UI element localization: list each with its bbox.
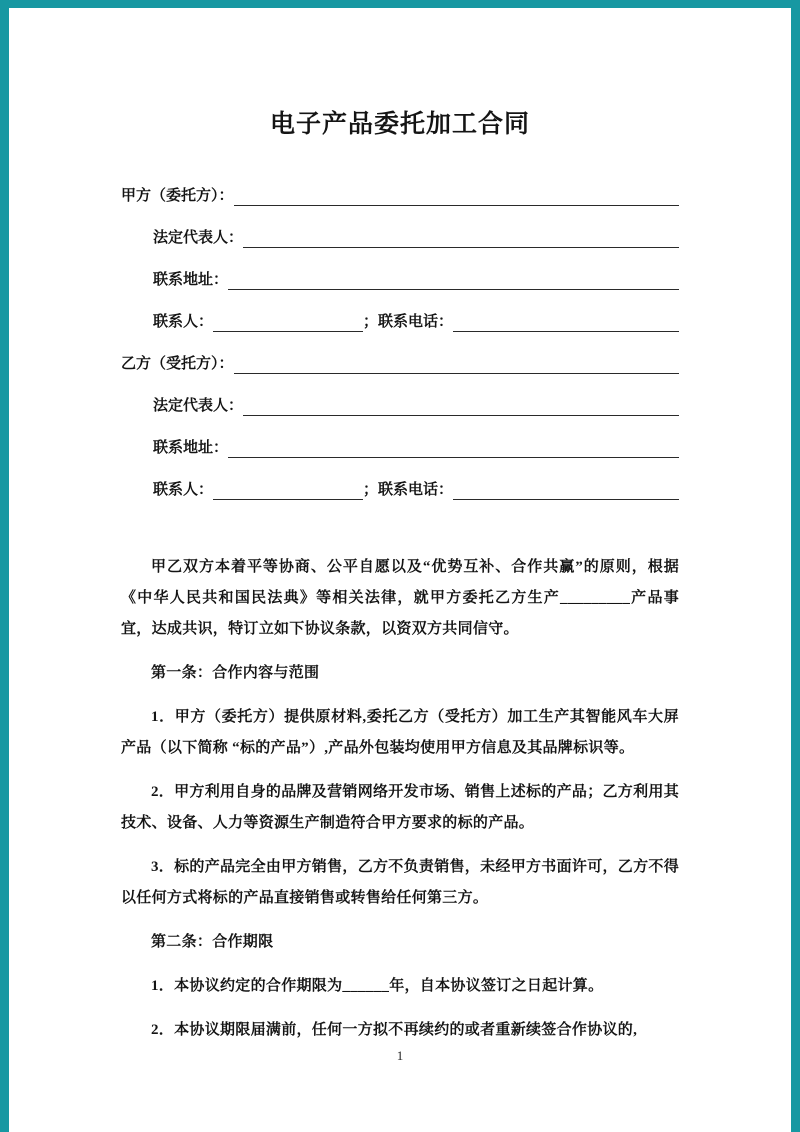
paragraph-intro: 甲乙双方本着平等协商、公平自愿以及“优势互补、合作共赢”的原则，根据《中华人民共和国民法典》等相关法律，就甲方委托乙方生产_________产品事宜，达成共识，特订立如下协议条款，以资双方共同信守。: [121, 559, 679, 637]
section-heading-1: 第一条：合作内容与范围: [151, 665, 320, 681]
form-row-legal-rep-a: [121, 206, 679, 248]
paragraph-clause: 1．本协议约定的合作期限为______年，自本协议签订之日起计算。: [151, 978, 604, 994]
form-label: 联系人：: [153, 314, 214, 330]
paragraph-clause: 1．甲方（委托方）提供原材料,委托乙方（受托方）加工生产其智能风车大屏产品（以下简称 “标的产品”）,产品外包装均使用甲方信息及其品牌标识等。: [121, 709, 679, 756]
contract-parties-form: [121, 164, 679, 500]
blank-line: [243, 228, 679, 248]
form-label: 甲方（委托方）：: [121, 188, 234, 204]
blank-line: [243, 396, 679, 416]
form-label: 乙方（受托方）：: [121, 356, 234, 372]
form-row-contact-b: [121, 458, 679, 500]
paragraph-clause: 3．标的产品完全由甲方销售，乙方不负责销售，未经甲方书面许可，乙方不得以任何方式将标的产品直接销售或转售给任何第三方。: [121, 859, 680, 906]
paragraph-clause: 2．甲方利用自身的品牌及营销网络开发市场、销售上述标的产品；乙方利用其技术、设备、人力等资源生产制造符合甲方要求的标的产品。: [121, 784, 680, 831]
contract-body: [121, 552, 679, 1046]
form-label: ；联系电话：: [363, 482, 454, 498]
form-row-party-b: [121, 332, 679, 374]
form-label: 联系地址：: [153, 272, 229, 288]
form-label: 联系人：: [153, 482, 214, 498]
section-heading-2: 第二条：合作期限: [151, 934, 274, 950]
blank-line: [213, 312, 363, 332]
form-row-contact-a: [121, 290, 679, 332]
blank-line: [228, 438, 679, 458]
form-label: 法定代表人：: [153, 398, 244, 414]
form-row-legal-rep-b: [121, 374, 679, 416]
document-title: 电子产品委托加工合同: [269, 111, 530, 138]
form-row-address-b: [121, 416, 679, 458]
blank-line: [453, 312, 679, 332]
blank-line: [228, 270, 679, 290]
paragraph-clause: 2．本协议期限届满前，任何一方拟不再续约的或者重新续签合作协议的,: [151, 1022, 638, 1038]
blank-line: [213, 480, 363, 500]
form-row-address-a: [121, 248, 679, 290]
form-label: 法定代表人：: [153, 230, 244, 246]
blank-line: [453, 480, 679, 500]
form-label: ；联系电话：: [363, 314, 454, 330]
page-number: 1: [396, 1048, 404, 1063]
blank-line: [234, 186, 679, 206]
form-label: 联系地址：: [153, 440, 229, 456]
form-row-party-a: [121, 164, 679, 206]
document-page: [9, 8, 791, 1132]
blank-line: [234, 354, 679, 374]
